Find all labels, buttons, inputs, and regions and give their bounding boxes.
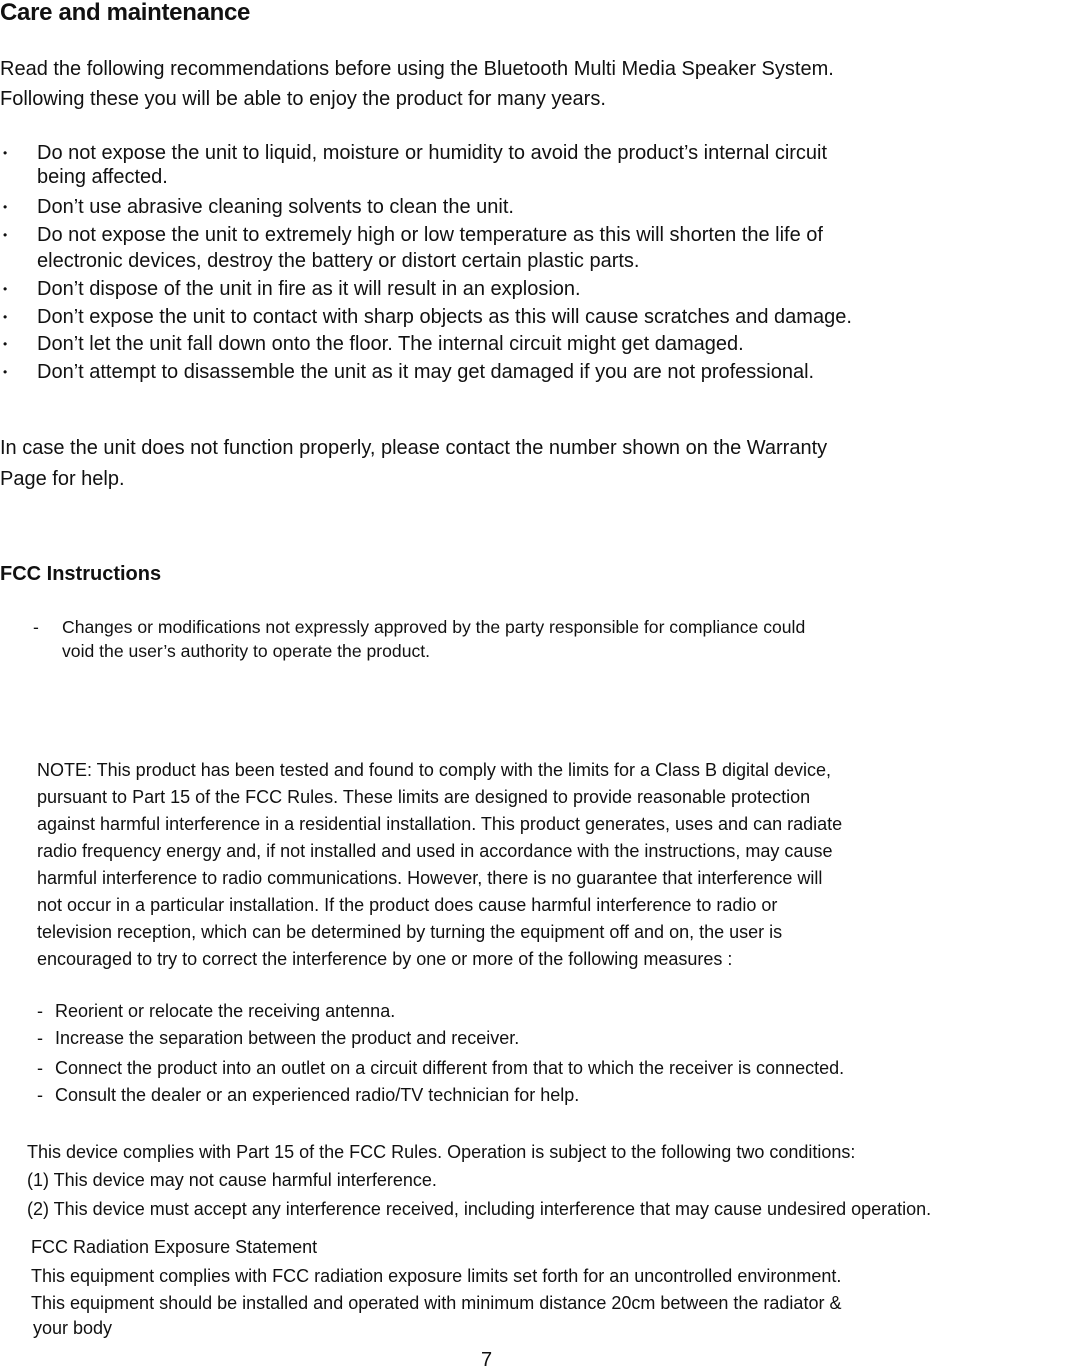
page-number: 7 (481, 1349, 493, 1371)
dash-icon: - (37, 1001, 43, 1021)
measure-item: Increase the separation between the product and receiver. (55, 1028, 520, 1048)
measure-item: Consult the dealer or an experienced radio/TV technician for help. (55, 1085, 580, 1105)
bullet-icon: • (3, 310, 8, 324)
section-title-care: Care and maintenance (0, 0, 251, 26)
note-line: NOTE: This product has been tested and found to comply with the limits for a Class B digital device, (37, 760, 832, 780)
bullet-icon: • (3, 228, 8, 242)
changes-line-2: void the user’s authority to operate the product. (62, 641, 431, 661)
note-line: pursuant to Part 15 of the FCC Rules. These limits are designed to provide reasonable protection (37, 787, 811, 807)
note-line: not occur in a particular installation. If the product does cause harmful interference to radio or (37, 895, 778, 915)
bullet-icon: • (3, 146, 8, 160)
part15-line: (1) This device may not cause harmful interference. (27, 1170, 437, 1190)
measure-item: Connect the product into an outlet on a circuit different from that to which the receiver is connected. (55, 1058, 845, 1078)
note-line: television reception, which can be determined by turning the equipment off and on, the user is (37, 922, 783, 942)
section-title-fcc: FCC Instructions (0, 563, 162, 585)
bullet-line-cont: electronic devices, destroy the battery or distort certain plastic parts. (37, 250, 640, 272)
bullet-icon: • (3, 337, 8, 351)
bullet-line: Don’t dispose of the unit in fire as it will result in an explosion. (37, 278, 581, 300)
radiation-line: This equipment complies with FCC radiation exposure limits set forth for an uncontrolled environment. (31, 1266, 842, 1286)
note-line: radio frequency energy and, if not installed and used in accordance with the instructions, may cause (37, 841, 833, 861)
contact-line-1: In case the unit does not function properly, please contact the number shown on the Warranty (0, 437, 828, 459)
radiation-line: your body (33, 1318, 113, 1338)
bullet-line: Don’t attempt to disassemble the unit as it may get damaged if you are not professional. (37, 361, 815, 383)
intro-line-1: Read the following recommendations before using the Bluetooth Multi Media Speaker System. (0, 58, 834, 80)
radiation-line: This equipment should be installed and operated with minimum distance 20cm between the radiator & (31, 1293, 842, 1313)
part15-line: (2) This device must accept any interference received, including interference that may cause undesired operation. (27, 1199, 932, 1219)
bullet-icon: • (3, 282, 8, 296)
bullet-line: Don’t let the unit fall down onto the floor. The internal circuit might get damaged. (37, 333, 744, 355)
bullet-line: Do not expose the unit to liquid, moisture or humidity to avoid the product’s internal circuit (37, 142, 828, 164)
bullet-icon: • (3, 365, 8, 379)
dash-icon: - (37, 1085, 43, 1105)
bullet-line: Do not expose the unit to extremely high or low temperature as this will shorten the life of (37, 224, 823, 246)
note-line: harmful interference to radio communications. However, there is no guarantee that interference will (37, 868, 823, 888)
bullet-line: Don’t use abrasive cleaning solvents to clean the unit. (37, 196, 514, 218)
part15-line: This device complies with Part 15 of the FCC Rules. Operation is subject to the following two conditions: (27, 1142, 856, 1162)
bullet-icon: • (3, 200, 8, 214)
measure-item: Reorient or relocate the receiving antenna. (55, 1001, 396, 1021)
bullet-line-cont: being affected. (37, 166, 168, 188)
intro-line-2: Following these you will be able to enjoy the product for many years. (0, 88, 606, 110)
dash-icon: - (37, 1028, 43, 1048)
note-line: encouraged to try to correct the interference by one or more of the following measures : (37, 949, 733, 969)
note-line: against harmful interference in a residential installation. This product generates, uses and can radiate (37, 814, 843, 834)
radiation-title: FCC Radiation Exposure Statement (31, 1237, 318, 1257)
bullet-line: Don’t expose the unit to contact with sharp objects as this will cause scratches and damage. (37, 306, 852, 328)
dash-icon: - (37, 1058, 43, 1078)
contact-line-2: Page for help. (0, 468, 125, 490)
changes-line-1: Changes or modifications not expressly approved by the party responsible for compliance could (62, 617, 806, 637)
dash-icon: - (33, 617, 39, 637)
